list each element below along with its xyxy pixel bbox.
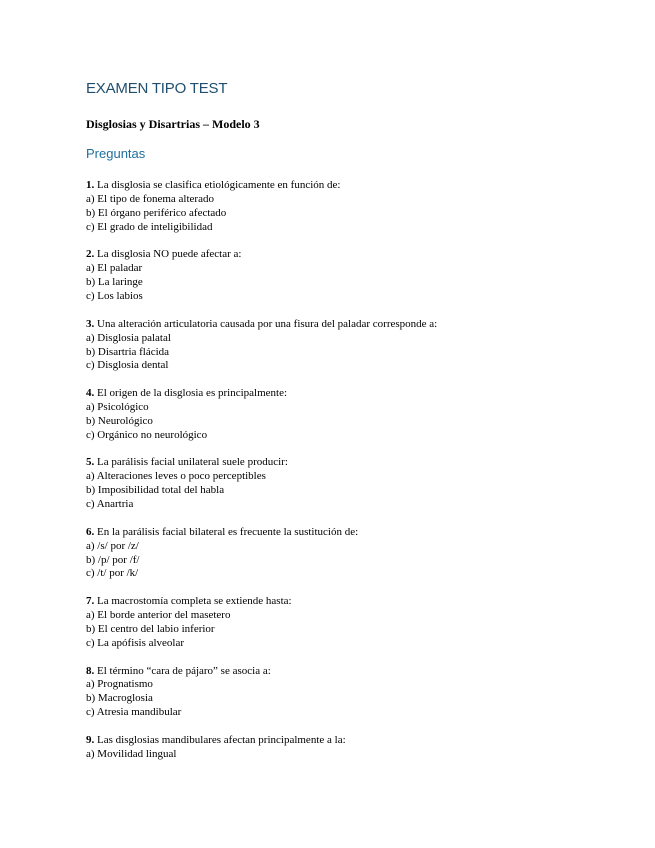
answer-option: b) El órgano periférico afectado	[86, 206, 227, 219]
question-stem	[86, 526, 606, 540]
question-text: La disglosia NO puede afectar a:	[97, 248, 242, 261]
question-text: La parálisis facial unilateral suele producir:	[97, 456, 288, 469]
question-stem	[86, 665, 606, 679]
question-stem	[86, 248, 606, 262]
answer-option: a) Disglosia palatal	[86, 331, 171, 344]
answer-option: a) El tipo de fonema alterado	[86, 192, 214, 205]
question-text: El origen de la disglosia es principalmente:	[97, 387, 288, 400]
question-stem	[86, 456, 606, 470]
question-6	[86, 526, 606, 582]
document-subtitle: Disglosias y Disartrias – Modelo 3	[86, 117, 260, 131]
answer-option: b) Imposibilidad total del habla	[86, 484, 225, 497]
question-2	[86, 248, 606, 304]
question-number: 7.	[86, 595, 95, 608]
question-5	[86, 456, 606, 512]
question-text: El término “cara de pájaro” se asocia a:	[97, 664, 271, 677]
answer-option: a) Alteraciones leves o poco perceptibles	[86, 470, 266, 483]
question-text: Una alteración articulatoria causada por una fisura del paladar corresponde a:	[97, 317, 438, 330]
document-title: EXAMEN TIPO TEST	[86, 80, 228, 97]
section-heading: Preguntas	[86, 146, 146, 161]
answer-option: a) El borde anterior del masetero	[86, 609, 231, 622]
answer-option: c) Disglosia dental	[86, 359, 169, 372]
question-text: La disglosia se clasifica etiológicamente en función de:	[97, 179, 341, 191]
question-stem	[86, 387, 606, 401]
answer-option: c) El grado de inteligibilidad	[86, 220, 213, 233]
question-number: 6.	[86, 525, 95, 538]
question-stem	[86, 179, 606, 193]
answer-option: a) Prognatismo	[86, 678, 153, 691]
answer-option: b) El centro del labio inferior	[86, 622, 215, 635]
question-stem	[86, 318, 606, 332]
question-number: 3.	[86, 317, 95, 330]
answer-option: a) El paladar	[86, 262, 143, 275]
answer-option: b) /p/ por /f/	[86, 553, 140, 566]
answer-option: c) Los labios	[86, 290, 143, 303]
question-number: 1.	[86, 179, 95, 191]
question-number: 5.	[86, 456, 95, 469]
answer-option: c) Atresia mandibular	[86, 706, 182, 719]
question-number: 2.	[86, 248, 95, 261]
question-7	[86, 595, 606, 651]
answer-option: b) Disartria flácida	[86, 345, 170, 358]
question-number: 9.	[86, 733, 95, 746]
question-text: En la parálisis facial bilateral es frecuente la sustitución de:	[97, 525, 359, 538]
answer-option: b) La laringe	[86, 276, 143, 289]
answer-option: a) Movilidad lingual	[86, 747, 177, 760]
answer-option: c) La apófisis alveolar	[86, 636, 185, 649]
question-text: La macrostomía completa se extiende hasta:	[97, 595, 292, 608]
answer-option: b) Neurológico	[86, 414, 153, 427]
question-3	[86, 318, 606, 374]
question-number: 4.	[86, 387, 95, 400]
question-4	[86, 387, 606, 443]
answer-option: a) /s/ por /z/	[86, 539, 139, 552]
question-text: Las disglosias mandibulares afectan principalmente a la:	[97, 733, 346, 746]
question-stem	[86, 734, 606, 748]
question-stem	[86, 595, 606, 609]
answer-option: c) Anartria	[86, 498, 134, 511]
question-8	[86, 665, 606, 721]
question-number: 8.	[86, 664, 95, 677]
answer-option: c) Orgánico no neurológico	[86, 428, 208, 441]
question-9	[86, 734, 606, 762]
question-list	[86, 179, 606, 775]
answer-option: a) Psicológico	[86, 400, 149, 413]
answer-option: b) Macroglosia	[86, 692, 153, 705]
question-1	[86, 179, 606, 235]
answer-option: c) /t/ por /k/	[86, 567, 139, 580]
